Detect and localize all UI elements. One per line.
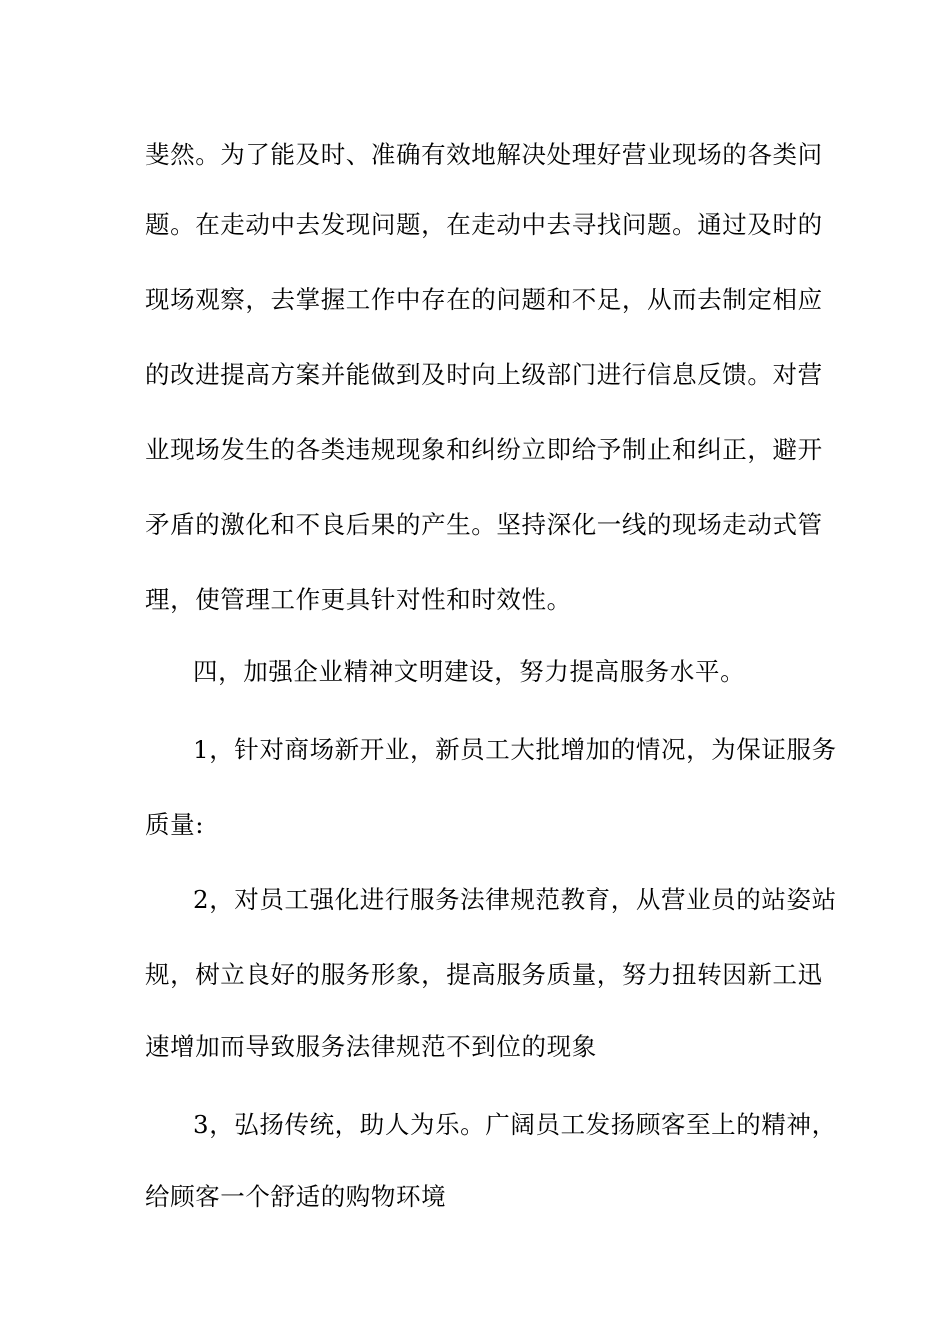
section-heading-4: 四，加强企业精神文明建设，努力提高服务水平。 — [193, 657, 746, 686]
text-line-1: 斐然。为了能及时、准确有效地解决处理好营业现场的各类问 — [145, 140, 823, 169]
text-line-6: 矛盾的激化和不良后果的产生。坚持深化一线的现场走动式管 — [145, 510, 823, 539]
text-line-7: 理，使管理工作更具针对性和时效性。 — [145, 585, 572, 614]
text-line-4: 的改进提高方案并能做到及时向上级部门进行信息反馈。对营 — [145, 360, 823, 389]
text-line-3: 现场观察，去掌握工作中存在的问题和不足，从而去制定相应 — [145, 285, 823, 314]
text-line-2: 题。在走动中去发现问题，在走动中去寻找问题。通过及时的 — [145, 210, 823, 239]
list-item-3-line-1: 3，弘扬传统，助人为乐。广阔员工发扬顾客至上的精神， — [193, 1110, 837, 1139]
list-item-2-line-3: 速增加而导致服务法律规范不到位的现象 — [145, 1032, 597, 1061]
list-item-1-line-2: 质量: — [145, 810, 205, 839]
list-item-2-line-1: 2，对员工强化进行服务法律规范教育，从营业员的站姿站 — [193, 885, 837, 914]
list-item-3-line-2: 给顾客一个舒适的购物环境 — [145, 1182, 447, 1211]
text-line-5: 业现场发生的各类违规现象和纠纷立即给予制止和纠正，避开 — [145, 435, 823, 464]
list-item-1-line-1: 1，针对商场新开业，新员工大批增加的情况，为保证服务 — [193, 735, 837, 764]
list-item-2-line-2: 规，树立良好的服务形象，提高服务质量，努力扭转因新工迅 — [145, 960, 823, 989]
